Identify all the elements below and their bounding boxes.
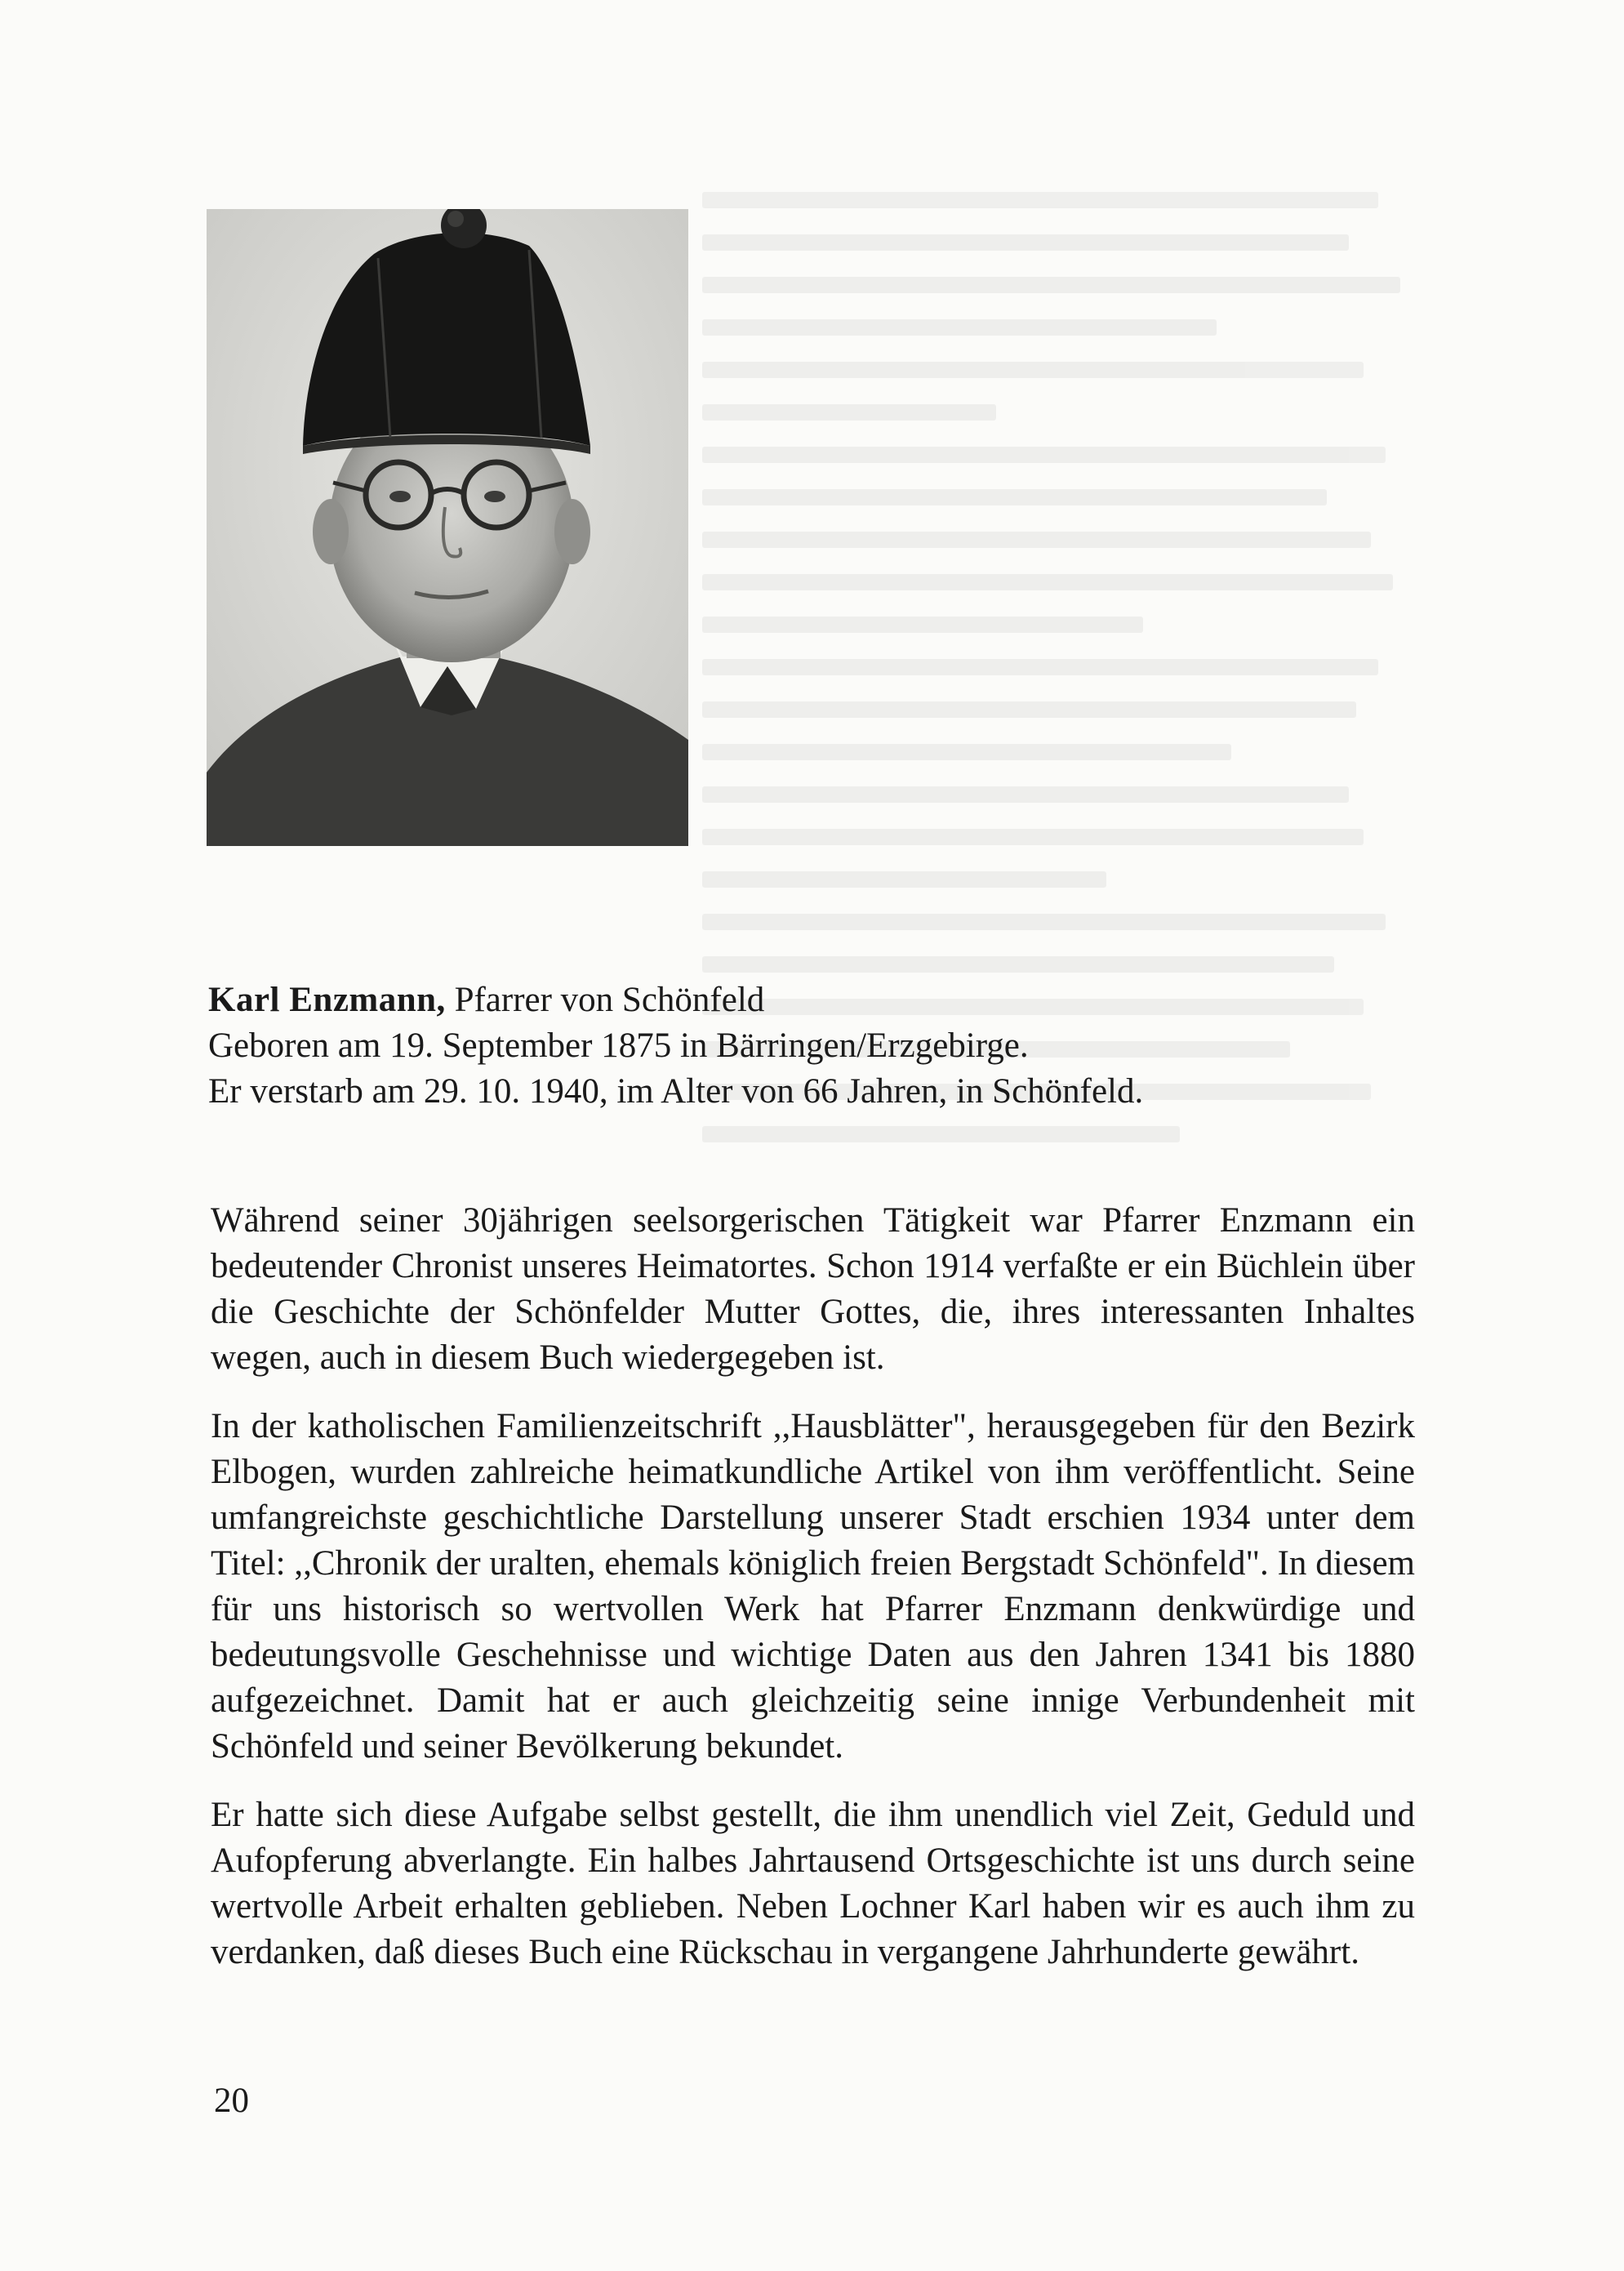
portrait-photo [207,209,688,846]
page-number: 20 [214,2082,249,2120]
photo-caption [208,977,1392,1115]
birth-line: Geboren am 19. September 1875 in Bärringen/Erzgebirge. [208,1026,1029,1065]
person-role: Pfarrer von Schönfeld [445,981,765,1019]
body-text [211,1198,1415,1998]
person-name: Karl Enzmann, [208,981,446,1019]
caption-line-1 [208,977,1392,1023]
paragraph: Er hatte sich diese Aufgabe selbst gestellt, die ihm unendlich viel Zeit, Geduld und Aufopferung abverlangte. Ein halbes Jahrtausend Ortsgeschichte ist uns durch seine wertvolle Arbeit erhalten geblieben. Neben Lochner Karl haben wir es auch ihm zu verdanken, daß dieses Buch eine Rückschau in vergangene Jahrhunderte gewährt. [211,1796,1415,1971]
paragraph: In der katholischen Familienzeitschrift ,,Hausblätter", herausgegeben für den Bezirk Elbogen, wurden zahlreiche heimatkundliche Artikel von ihm veröffentlicht. Seine umfangreichste geschichtliche Darstellung unserer Stadt erschien 1934 unter dem Titel: ,,Chronik der uralten, ehemals königlich freien Bergstadt Schönfeld". In diesem für uns historisch so wertvollen Werk hat Pfarrer Enzmann denkwürdige und bedeutungsvolle Geschehnisse und wichtige Daten aus den Jahren 1341 bis 1880 aufgezeichnet. Damit hat er auch gleichzeitig seine innige Verbundenheit mit Schönfeld und seiner Bevölkerung bekundet. [211,1407,1415,1766]
death-line: Er verstarb am 29. 10. 1940, im Alter von 66 Jahren, in Schönfeld. [208,1072,1144,1111]
paragraph: Während seiner 30jährigen seelsorgerischen Tätigkeit war Pfarrer Enzmann ein bedeutender Chronist unseres Heimatortes. Schon 1914 verfaßte er ein Büchlein über die Geschichte der Schönfelder Mutter Gottes, die, ihres interessanten Inhaltes wegen, auch in diesem Buch wiedergegeben ist. [211,1201,1415,1377]
